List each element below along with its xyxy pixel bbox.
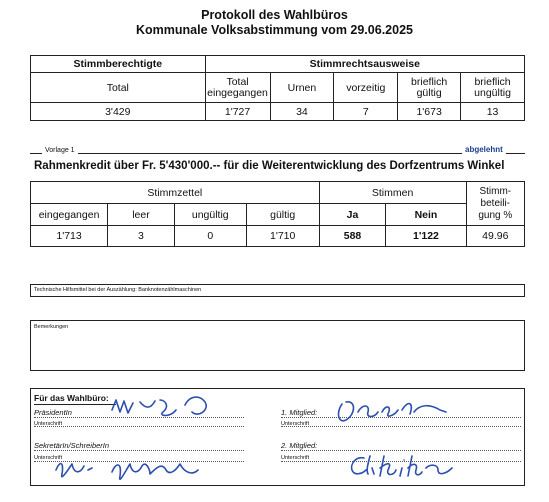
subheader-brieflich-ungueltig: brieflich ungültig — [461, 73, 525, 103]
header-eingegangen: eingegangen — [31, 204, 108, 226]
vorlage-label: Vorlage 1 — [42, 147, 78, 154]
value-vorzeitig: 7 — [334, 103, 398, 121]
signature-mitglied1 — [339, 402, 446, 421]
value-eingegangen: 1'713 — [31, 226, 108, 247]
value-leer: 3 — [108, 226, 175, 247]
protocol-subtitle: Kommunale Volksabstimmung vom 29.06.2025 — [136, 23, 413, 37]
signature-mitglied2 — [352, 456, 452, 476]
sekretaer-label: SekretärIn/SchreiberIn — [34, 441, 110, 450]
subheader-brieflich-gueltig: brieflich gültig — [398, 73, 461, 103]
value-nein: 1'122 — [386, 226, 466, 247]
value-ungueltig: 0 — [174, 226, 246, 247]
mitglied1-label: 1. Mitglied: — [281, 408, 318, 417]
value-total-eingegangen: 1'727 — [205, 103, 270, 121]
subheader-total: Total — [31, 73, 206, 103]
subheader-urnen: Urnen — [270, 73, 334, 103]
signature-sekretaer — [56, 464, 198, 480]
header-stimmzettel: Stimmzettel — [31, 182, 320, 204]
header-gueltig: gültig — [246, 204, 319, 226]
wahlbuero-heading: Für das Wahlbüro: — [34, 393, 109, 403]
bemerkungen-label: Bemerkungen — [34, 324, 69, 330]
protocol-title: Protokoll des Wahlbüros — [201, 8, 348, 22]
header-ungueltig: ungültig — [174, 204, 246, 226]
hilfsmittel-text: Technische Hilfsmittel bei der Auszählung: Banknotenzählmaschinen — [34, 287, 202, 293]
header-leer: leer — [108, 204, 175, 226]
value-gueltig: 1'710 — [246, 226, 319, 247]
subheader-total-eingegangen: Total eingegangen — [205, 73, 270, 103]
header-stimmrechtsausweise: Stimmrechtsausweise — [205, 56, 524, 73]
value-beteiligung: 49.96 — [466, 226, 524, 247]
value-brieflich-ungueltig: 13 — [461, 103, 525, 121]
value-total: 3'429 — [31, 103, 206, 121]
mitglied2-label: 2. Mitglied: — [281, 441, 318, 450]
value-ja: 588 — [319, 226, 386, 247]
header-stimmen: Stimmen — [319, 182, 466, 204]
header-stimmberechtigte: Stimmberechtigte — [31, 56, 206, 73]
subheader-vorzeitig: vorzeitig — [334, 73, 398, 103]
vorlage-status: abgelehnt — [462, 145, 506, 154]
vorlage-title: Rahmenkredit über Fr. 5'430'000.-- für die Weiterentwicklung des Dorfzentrums Winkel — [34, 160, 505, 172]
mitglied2-unterschrift: Unterschrift — [281, 455, 310, 461]
praesident-label: PräsidentIn — [34, 408, 72, 417]
header-stimmbeteiligung: Stimm- beteili- gung % — [466, 182, 524, 226]
header-ja: Ja — [319, 204, 386, 226]
value-brieflich-gueltig: 1'673 — [398, 103, 461, 121]
value-urnen: 34 — [270, 103, 334, 121]
header-nein: Nein — [386, 204, 466, 226]
signature-praesident — [112, 397, 206, 415]
mitglied1-unterschrift: Unterschrift — [281, 421, 310, 427]
sekretaer-unterschrift: Unterschrift — [34, 455, 63, 461]
praesident-unterschrift: Unterschrift — [34, 421, 63, 427]
